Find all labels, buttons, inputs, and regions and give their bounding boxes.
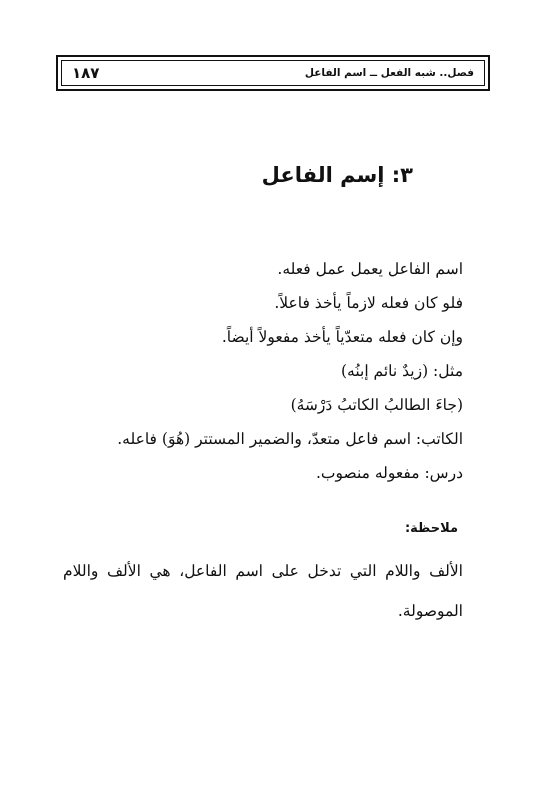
running-header-inner xyxy=(61,60,485,86)
running-head-title: فصل.. شبه الفعل ــ اسم الفاعل xyxy=(304,67,474,79)
analysis-line: الكاتب: اسم فاعل متعدّ، والضمير المستتر (هُوَ) فاعله. xyxy=(117,430,463,448)
body-line: وإن كان فعله متعدّياً يأخذ مفعولاً أيضاً. xyxy=(221,328,463,346)
body-line: فلو كان فعله لازماً يأخذ فاعلاً. xyxy=(274,294,463,312)
running-header xyxy=(56,55,490,91)
section-title: ٣: إسم الفاعل xyxy=(261,163,413,187)
example-line: مثل: (زيدٌ نائم إبنُه) xyxy=(340,362,463,380)
page-number: ١٨٧ xyxy=(72,64,100,82)
body-line: اسم الفاعل يعمل عمل فعله. xyxy=(277,260,463,278)
example-line: (جاءَ الطالبُ الكاتبُ دَرْسَهُ) xyxy=(290,396,463,414)
body-text xyxy=(73,252,463,490)
note-text: الألف واللام التي تدخل على اسم الفاعل، هي الألف واللام الموصولة. xyxy=(63,562,463,620)
note-label: ملاحظة: xyxy=(404,521,458,536)
analysis-line: درس: مفعوله منصوب. xyxy=(316,464,463,482)
